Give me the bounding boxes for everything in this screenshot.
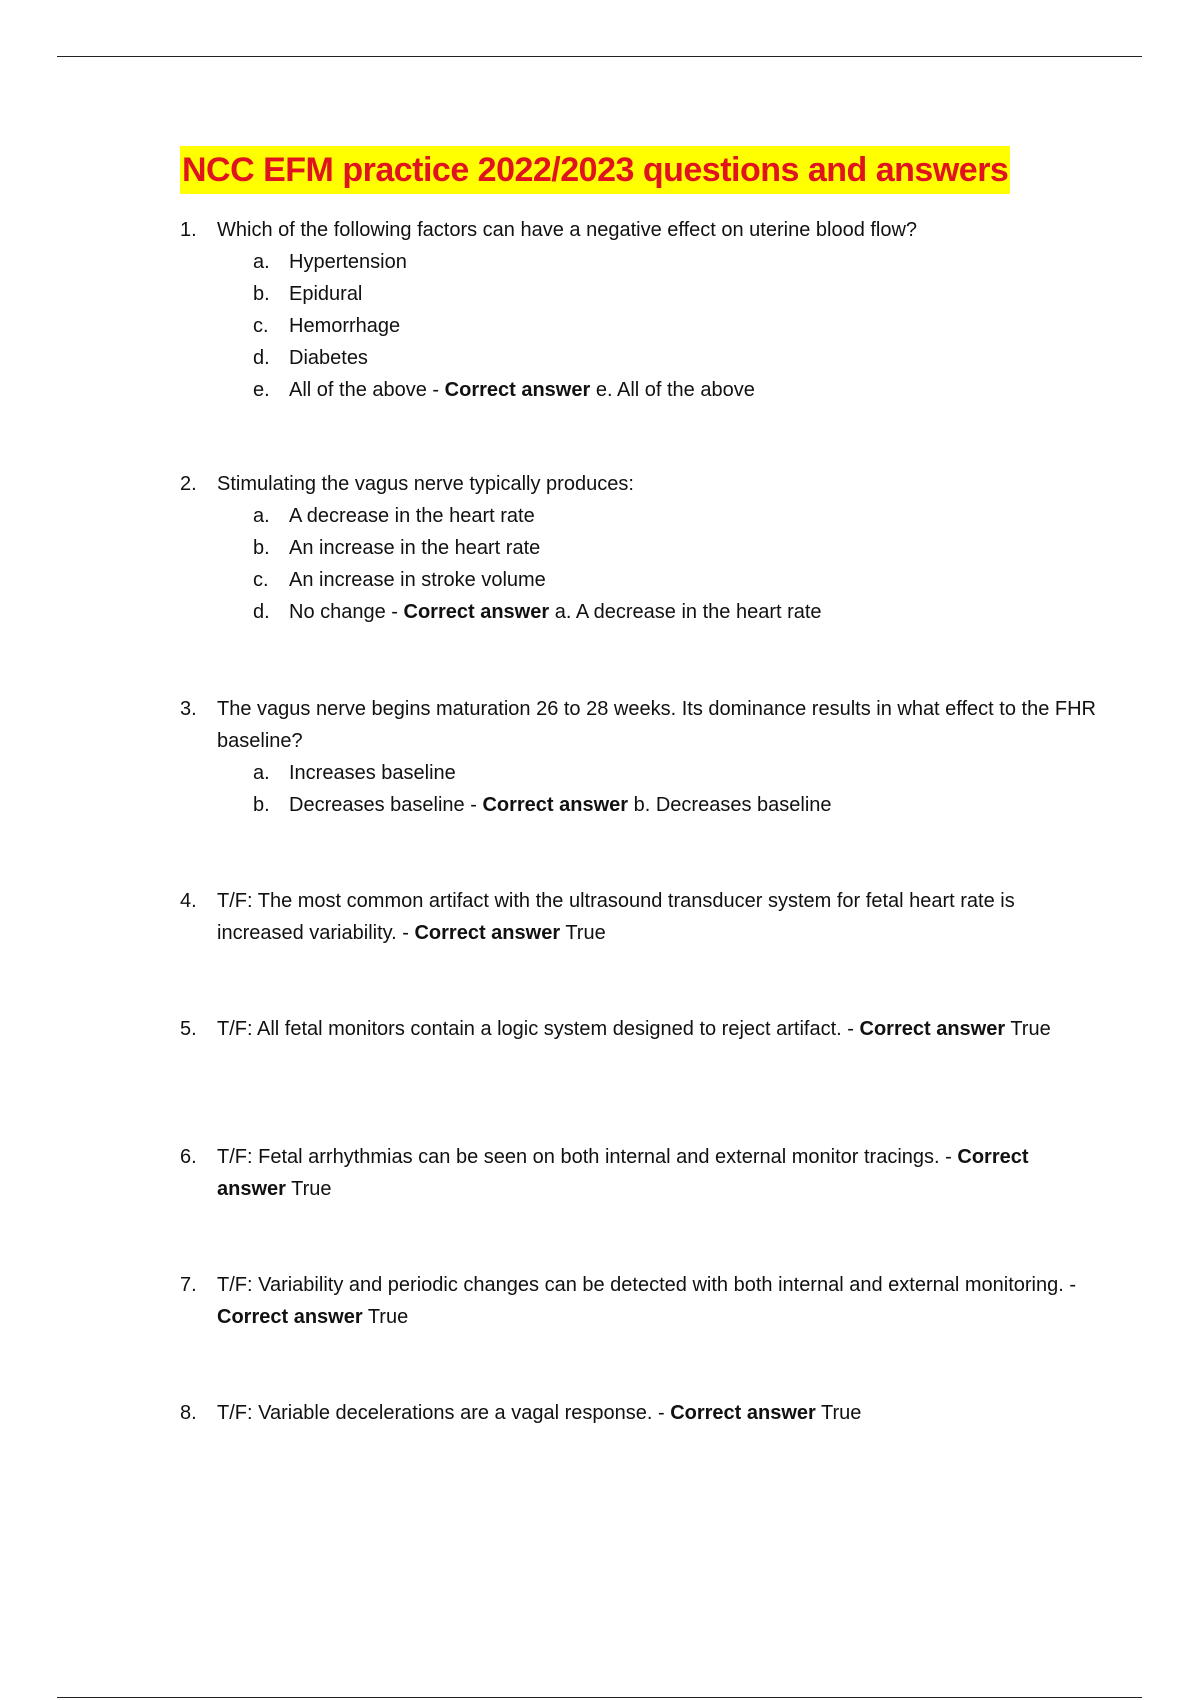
correct-answer: True <box>1010 1018 1051 1040</box>
option-c <box>253 564 1100 596</box>
option-text: Hypertension <box>289 251 407 273</box>
question-number: 4. <box>180 890 197 912</box>
question-text: Which of the following factors can have a negative effect on uterine blood flow? <box>217 219 918 241</box>
option-d <box>253 342 1100 374</box>
document-title-block <box>180 146 1010 194</box>
option-letter: d. <box>253 347 270 369</box>
question-number: 8. <box>180 1402 197 1424</box>
option-text <box>289 379 755 401</box>
footer-rule <box>57 1697 1142 1698</box>
option-letter: b. <box>253 794 270 816</box>
question-text-body: T/F: The most common artifact with the ultrasound transducer system for fetal heart rate is increased variability. - <box>217 890 1015 944</box>
option-list <box>253 246 1100 406</box>
option-letter: d. <box>253 601 270 623</box>
document-title: NCC EFM practice 2022/2023 questions and answers <box>180 146 1010 194</box>
option-text-body: No change - <box>289 601 404 623</box>
option-letter: e. <box>253 379 270 401</box>
correct-answer-label: Correct answer <box>217 1306 363 1328</box>
question-4 <box>180 885 1100 949</box>
question-number: 7. <box>180 1274 197 1296</box>
question-text <box>217 1397 1100 1429</box>
correct-answer-label: Correct answer <box>403 601 550 623</box>
question-text <box>217 1013 1100 1045</box>
option-letter: b. <box>253 283 270 305</box>
option-text-body: All of the above - <box>289 379 445 401</box>
option-d <box>253 596 1100 628</box>
option-text: An increase in stroke volume <box>289 569 546 591</box>
question-text-body: T/F: Variability and periodic changes can be detected with both internal and external monitoring. - <box>217 1274 1077 1296</box>
option-e <box>253 374 1100 406</box>
correct-answer: b. Decreases baseline <box>633 794 832 816</box>
option-a <box>253 246 1100 278</box>
correct-answer: True <box>821 1402 862 1424</box>
option-letter: a. <box>253 762 270 784</box>
question-text-body: T/F: All fetal monitors contain a logic system designed to reject artifact. - <box>217 1018 860 1040</box>
option-text <box>289 794 832 816</box>
correct-answer: True <box>565 922 606 944</box>
option-c <box>253 310 1100 342</box>
correct-answer: a. A decrease in the heart rate <box>554 601 822 623</box>
option-text: Epidural <box>289 283 363 305</box>
question-1 <box>180 214 1100 406</box>
question-text: Stimulating the vagus nerve typically produces: <box>217 473 634 495</box>
correct-answer-label: Correct answer <box>444 379 591 401</box>
option-text <box>289 601 822 623</box>
correct-answer: True <box>367 1306 409 1328</box>
option-text: An increase in the heart rate <box>289 537 541 559</box>
header-rule <box>57 56 1142 57</box>
question-text-body: T/F: Variable decelerations are a vagal response. - <box>217 1402 671 1424</box>
option-text: Hemorrhage <box>289 315 401 337</box>
option-letter: a. <box>253 505 270 527</box>
option-b <box>253 789 1100 821</box>
option-b <box>253 278 1100 310</box>
option-a <box>253 757 1100 789</box>
question-number: 1. <box>180 219 197 241</box>
correct-answer-label: Correct answer <box>482 794 629 816</box>
question-text <box>217 1141 1100 1205</box>
option-a <box>253 500 1100 532</box>
question-7 <box>180 1269 1100 1333</box>
option-list <box>253 500 1100 628</box>
correct-answer-label: Correct answer <box>414 922 561 944</box>
option-letter: b. <box>253 537 270 559</box>
option-text: Increases baseline <box>289 762 456 784</box>
question-6 <box>180 1141 1100 1205</box>
question-text <box>217 1269 1100 1333</box>
question-2 <box>180 468 1100 628</box>
option-letter: c. <box>253 315 269 337</box>
option-letter: a. <box>253 251 270 273</box>
question-text <box>217 885 1100 949</box>
correct-answer-label: Correct answer <box>859 1018 1006 1040</box>
question-number: 2. <box>180 473 197 495</box>
option-b <box>253 532 1100 564</box>
question-3 <box>180 693 1100 821</box>
question-8 <box>180 1397 1100 1429</box>
question-5 <box>180 1013 1100 1045</box>
correct-answer: True <box>291 1178 332 1200</box>
correct-answer-label: Correct answer <box>217 1146 1029 1200</box>
correct-answer-label: Correct answer <box>670 1402 816 1424</box>
question-number: 5. <box>180 1018 197 1040</box>
question-number: 3. <box>180 698 197 720</box>
question-number: 6. <box>180 1146 197 1168</box>
question-text-body: T/F: Fetal arrhythmias can be seen on both internal and external monitor tracings. - <box>217 1146 958 1168</box>
question-text: The vagus nerve begins maturation 26 to 28 weeks. Its dominance results in what effect to the FHR baseline? <box>217 698 1096 752</box>
option-text: A decrease in the heart rate <box>289 505 535 527</box>
correct-answer: e. All of the above <box>595 379 755 401</box>
option-letter: c. <box>253 569 269 591</box>
option-list <box>253 757 1100 821</box>
option-text: Diabetes <box>289 347 368 369</box>
option-text-body: Decreases baseline - <box>289 794 483 816</box>
